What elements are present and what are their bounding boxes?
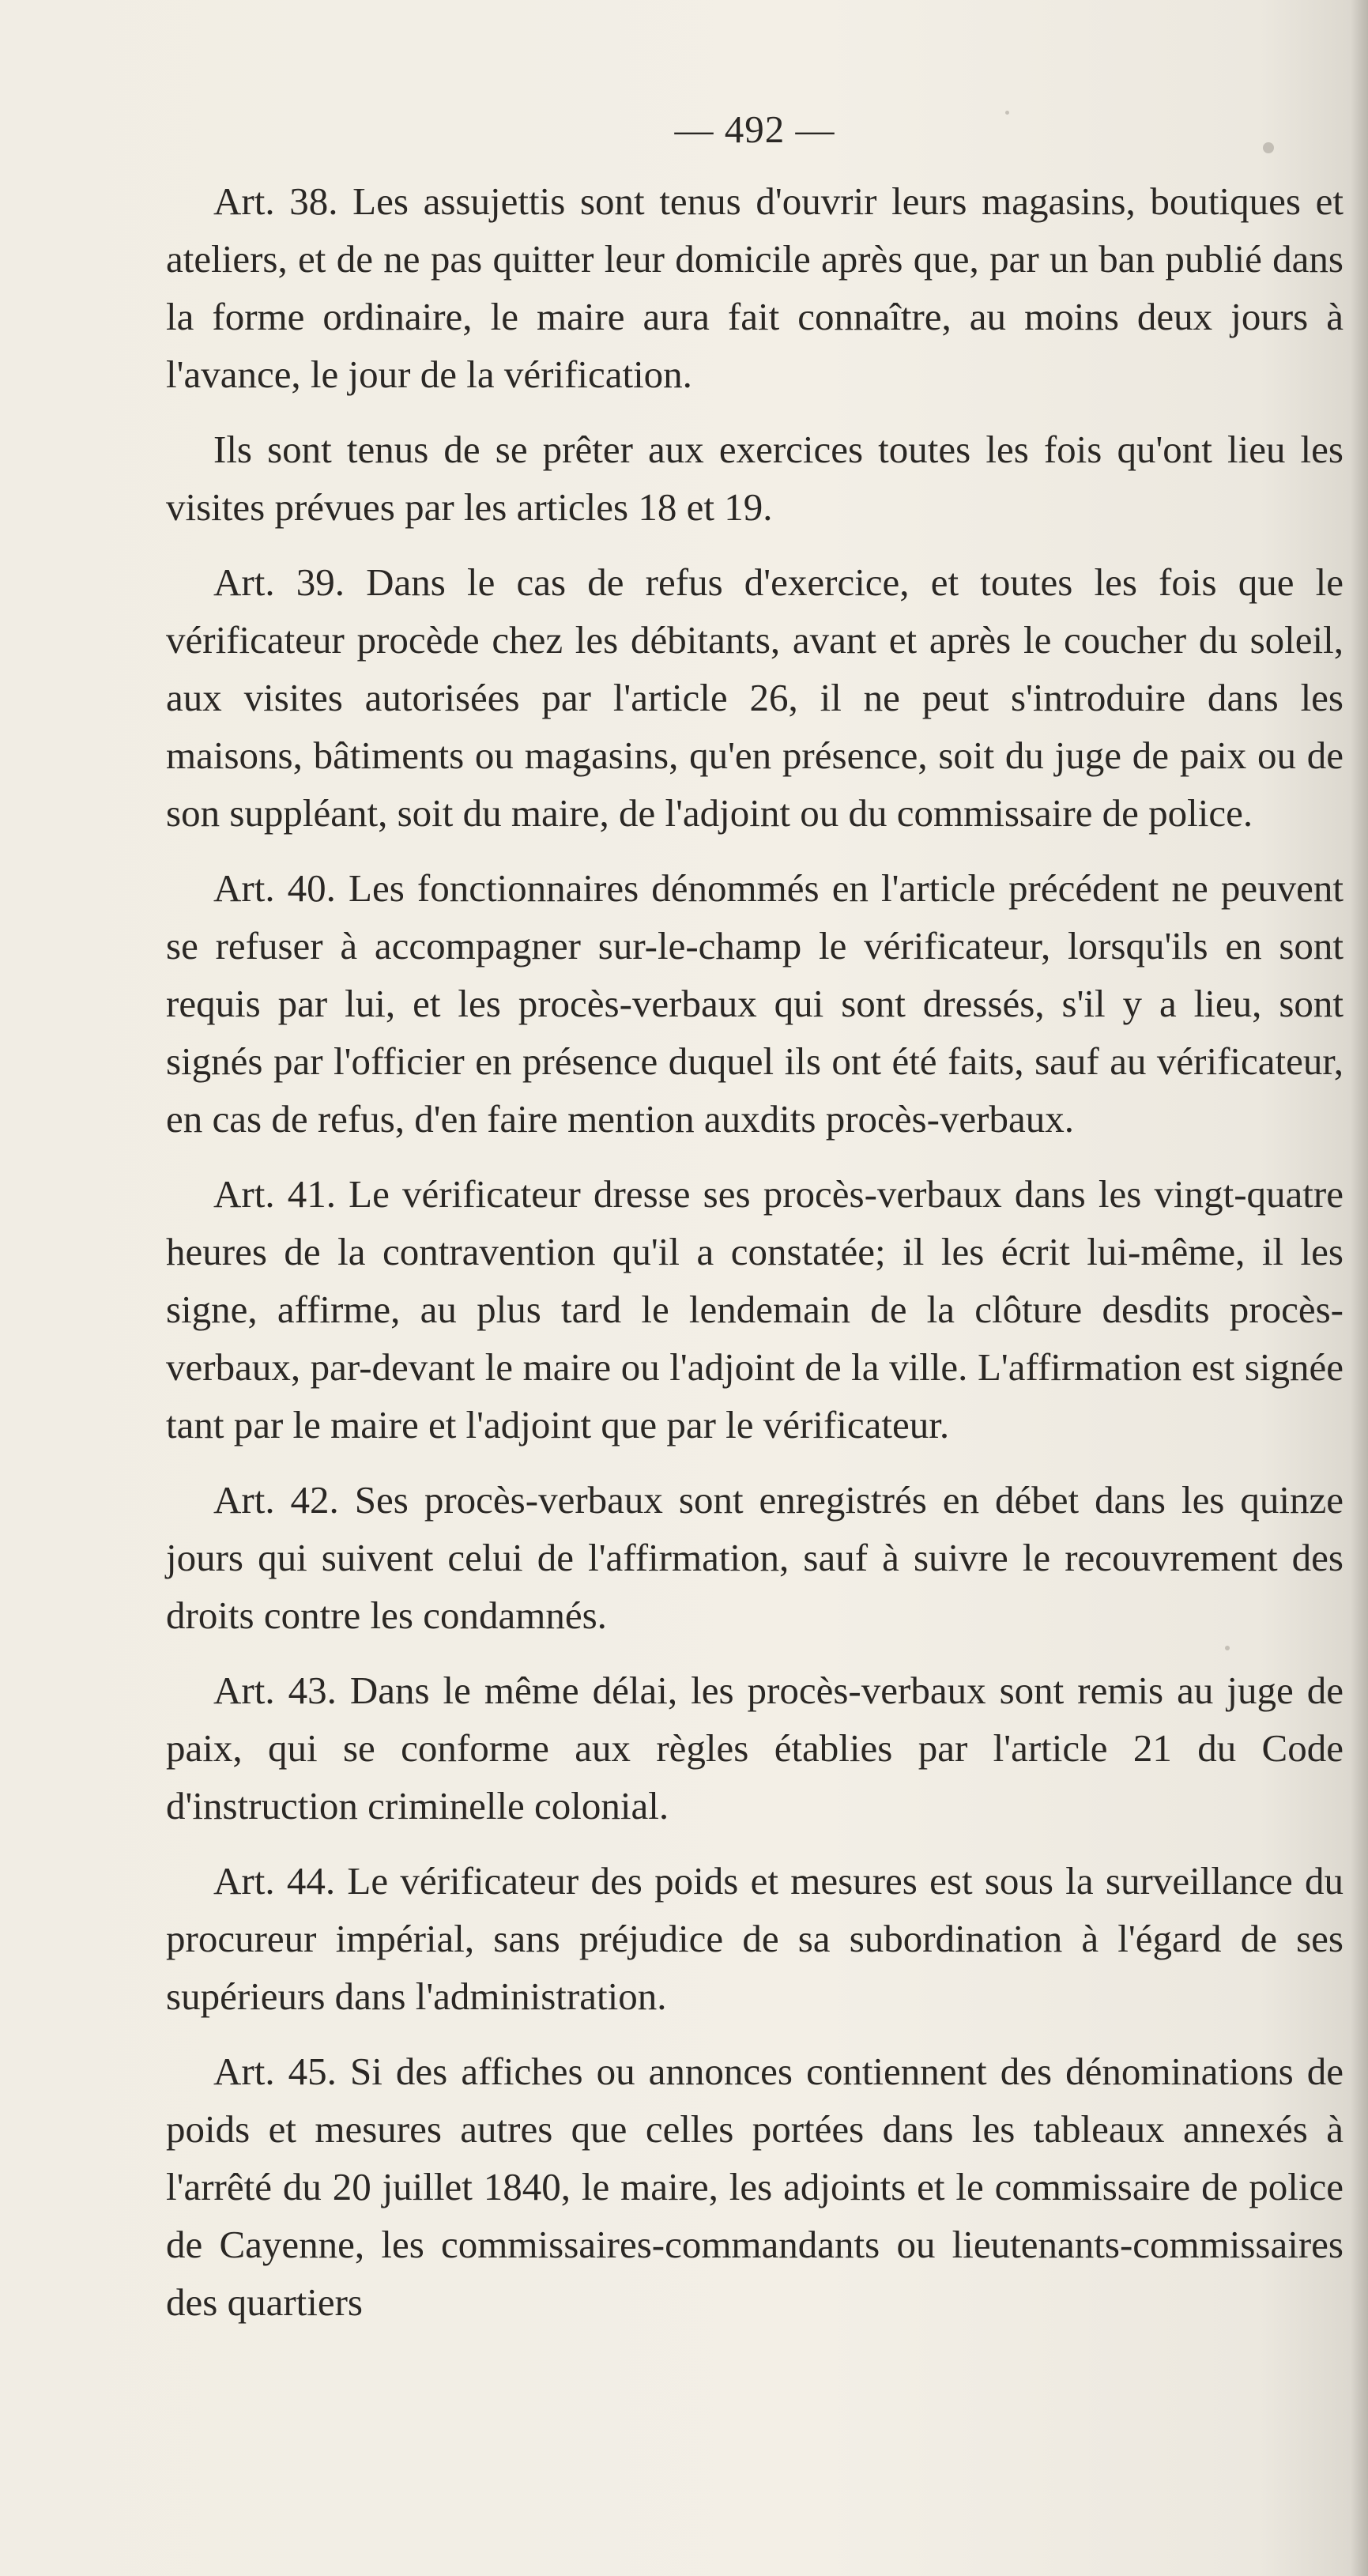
article-44-paragraph: Art. 44. Le vérificateur des poids et mesures est sous la surveillance du procureur impérial, sans préjudice de sa subordination à l'égard de ses supérieurs dans l'administration.	[166, 1859, 1344, 2018]
article-41-paragraph: Art. 41. Le vérificateur dresse ses procès-verbaux dans les vingt-quatre heures de la contravention qu'il a constatée; il les écrit lui-même, il les signe, affirme, au plus tard le lendemain de la clôture desdits procès-verbaux, par-devant le maire ou l'adjoint de la ville. L'affirmation est signée tant par le maire et l'adjoint que par le vérificateur.	[166, 1172, 1344, 1446]
page-number: — 492 —	[674, 107, 835, 151]
article-40-paragraph: Art. 40. Les fonctionnaires dénommés en l'article précédent ne peuvent se refuser à accompagner sur-le-champ le vérificateur, lorsqu'ils en sont requis par lui, et les procès-verbaux qui sont dressés, s'il y a lieu, sont signés par l'officier en présence duquel ils ont été faits, sauf au vérificateur, en cas de refus, d'en faire mention auxdits procès-verbaux.	[166, 866, 1344, 1141]
article-39-paragraph: Art. 39. Dans le cas de refus d'exercice, et toutes les fois que le vérificateur procède chez les débitants, avant et après le coucher du soleil, aux visites autorisées par l'article 26, il ne peut s'introduire dans les maisons, bâtiments ou magasins, qu'en présence, soit du juge de paix ou de son suppléant, soit du maire, de l'adjoint ou du commissaire de police.	[166, 560, 1344, 835]
article-38-paragraph: Art. 38. Les assujettis sont tenus d'ouvrir leurs magasins, boutiques et ateliers, et de ne pas quitter leur domicile après que, par un ban publié dans la forme ordinaire, le maire aura fait connaître, au moins deux jours à l'avance, le jour de la vérification.	[166, 179, 1344, 396]
article-43-paragraph: Art. 43. Dans le même délai, les procès-verbaux sont remis au juge de paix, qui se conforme aux règles établies par l'article 21 du Code d'instruction criminelle colonial.	[166, 1669, 1344, 1827]
article-42-paragraph: Art. 42. Ses procès-verbaux sont enregistrés en débet dans les quinze jours qui suivent celui de l'affirmation, sauf à suivre le recouvrement des droits contre les condamnés.	[166, 1478, 1344, 1637]
page-text	[166, 95, 1344, 2348]
article-45-paragraph: Art. 45. Si des affiches ou annonces contiennent des dénominations de poids et mesures autres que celles portées dans les tableaux annexés à l'arrêté du 20 juillet 1840, le maire, les adjoints et le commissaire de police de Cayenne, les commissaires-commandants ou lieutenants-commissaires des quartiers	[166, 2050, 1344, 2324]
article-38-continuation: Ils sont tenus de se prêter aux exercices toutes les fois qu'ont lieu les visites prévues par les articles 18 et 19.	[166, 428, 1344, 529]
page-edge-shadow	[1351, 0, 1368, 2576]
